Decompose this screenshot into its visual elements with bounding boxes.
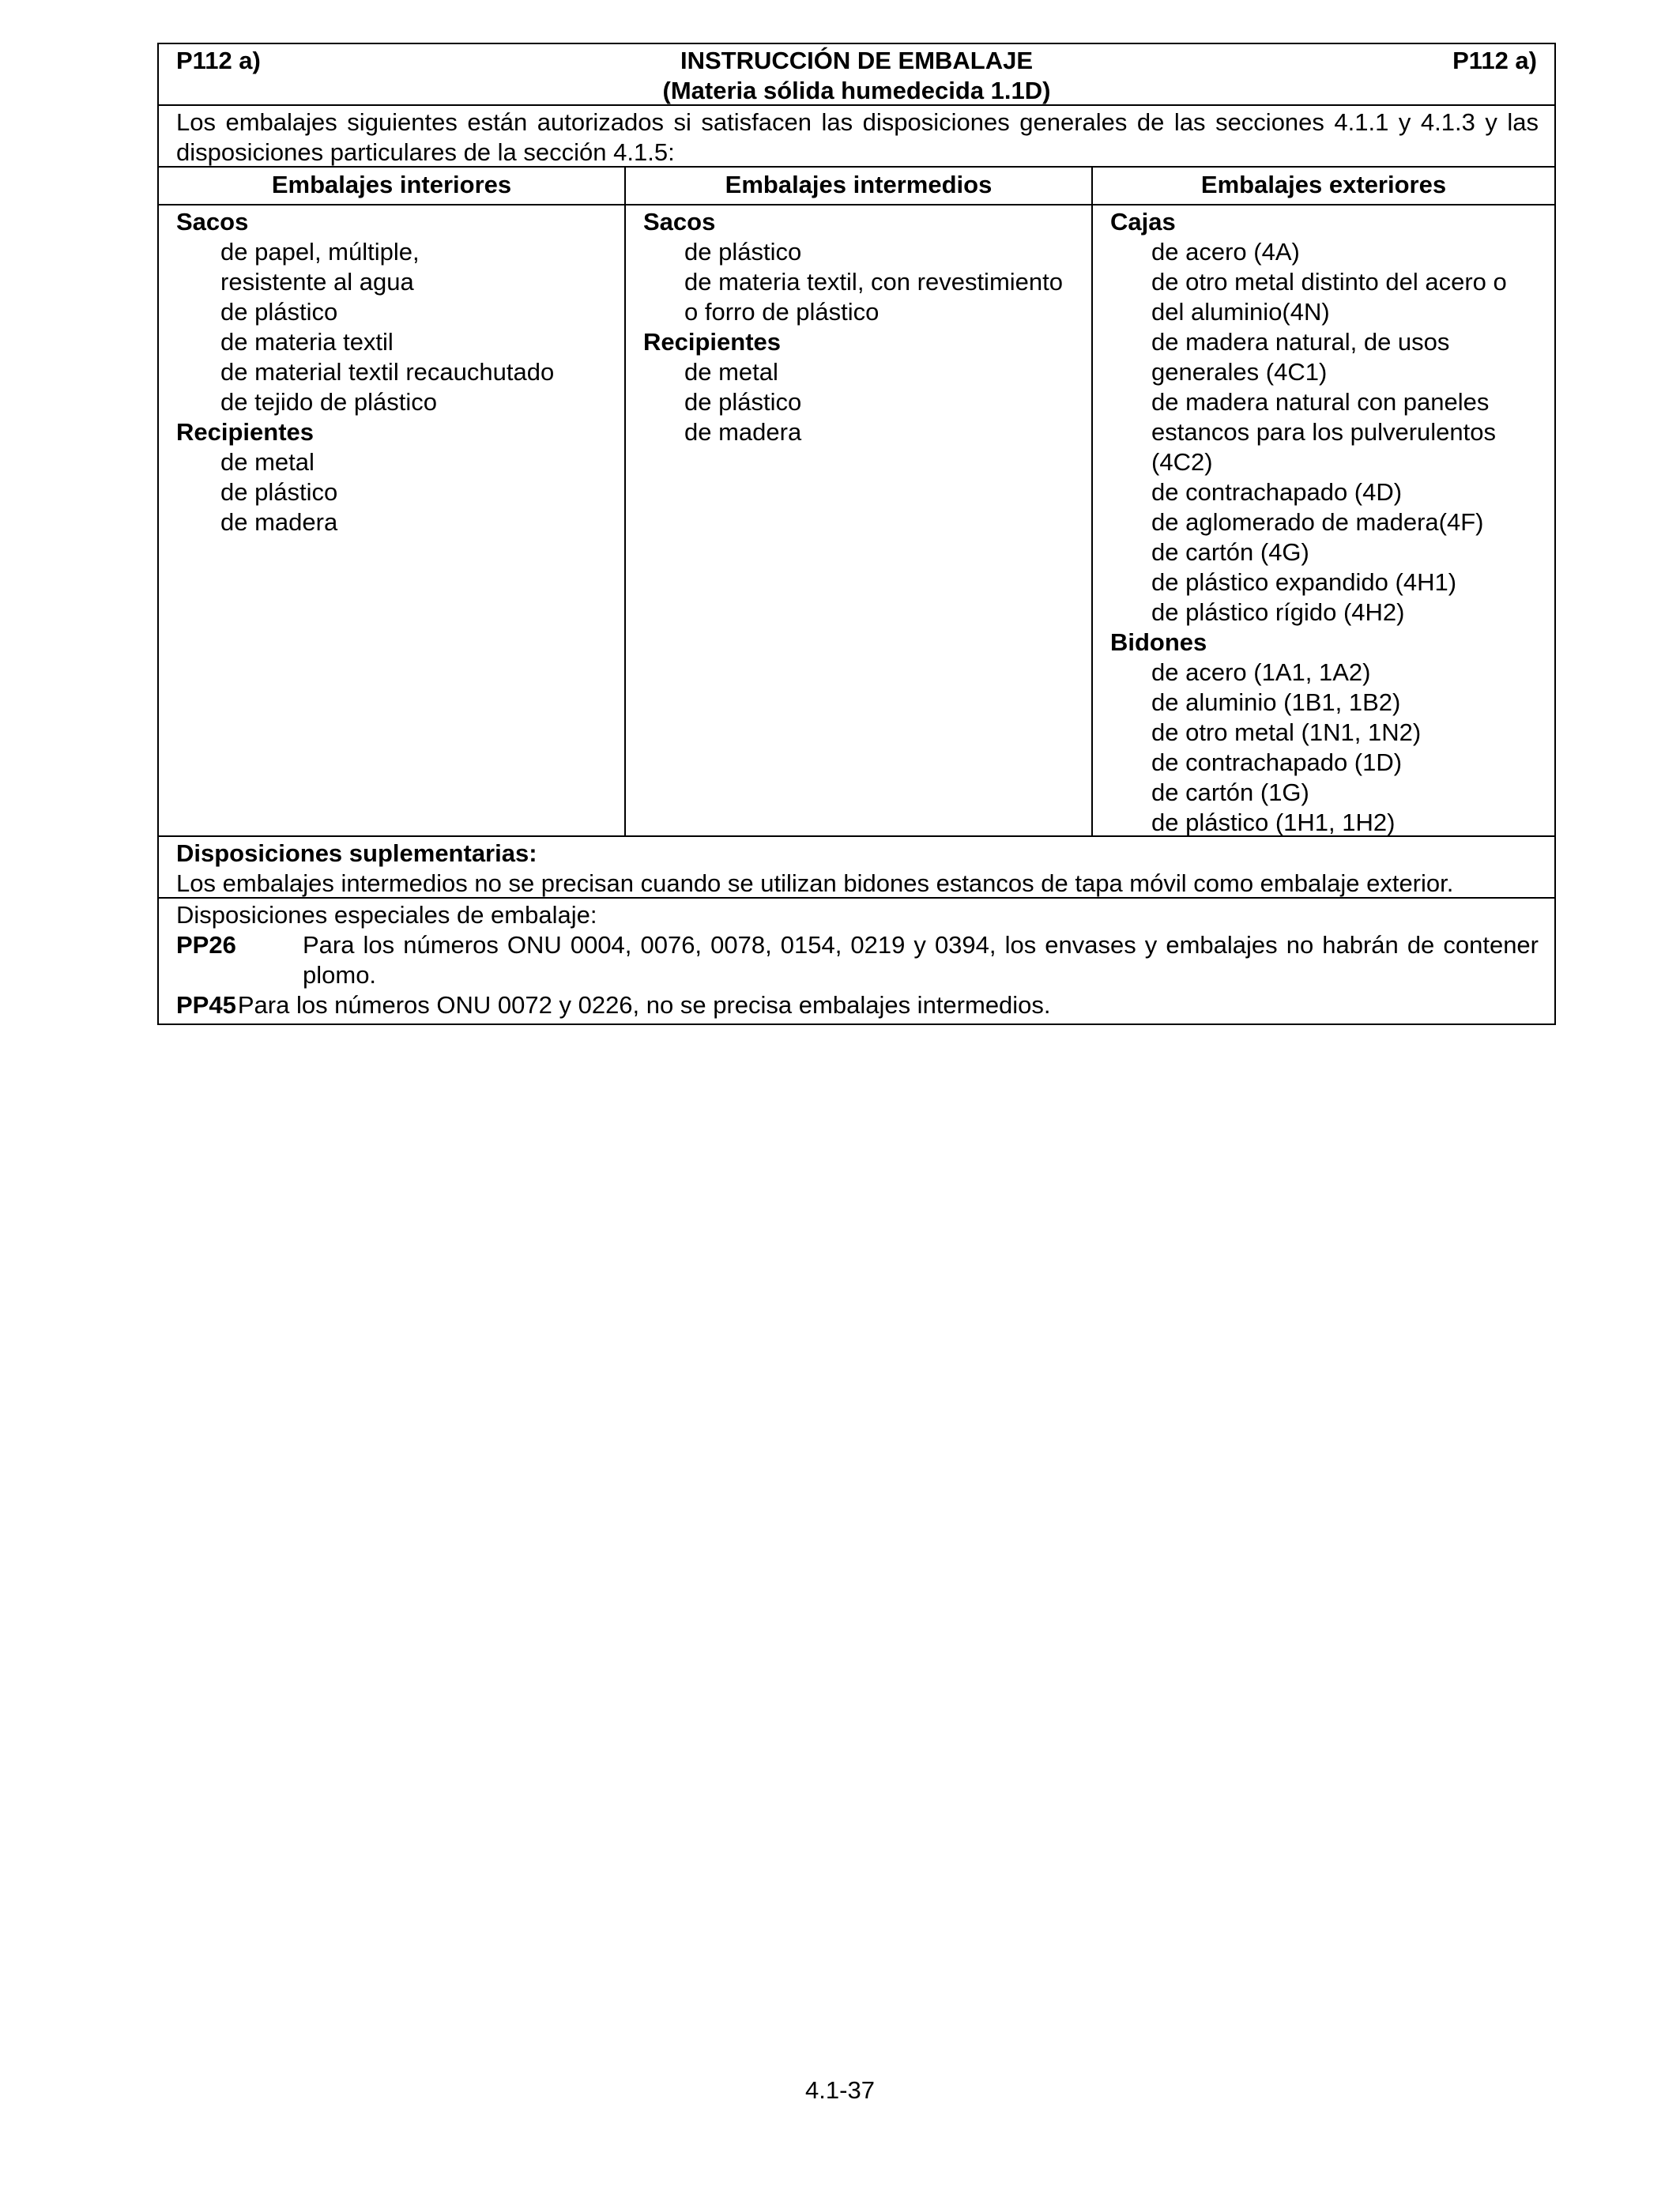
table-header: [159, 44, 1554, 106]
heading-intermediate: Embalajes intermedios: [626, 168, 1093, 204]
special-title: Disposiciones especiales de embalaje:: [176, 901, 597, 929]
group-title: Bidones: [1110, 628, 1207, 656]
provision-code: PP26: [176, 931, 236, 959]
heading-outer: Embalajes exteriores: [1200, 171, 1447, 198]
column-bodies: [159, 205, 1554, 837]
list-item: de metal: [684, 358, 778, 386]
column-headings: [159, 168, 1554, 205]
list-item: de plástico: [684, 388, 802, 416]
list-item: de materia textil: [220, 328, 394, 356]
provision-pp26: [176, 930, 1539, 990]
list-item: de material textil recauchutado: [220, 358, 555, 386]
packing-instruction-table: [157, 43, 1556, 1025]
page-number: 4.1-37: [805, 2076, 875, 2104]
list-item: de otro metal (1N1, 1N2): [1151, 718, 1422, 746]
group-title: Sacos: [176, 208, 249, 236]
provision-code: PP45: [176, 991, 236, 1019]
table-subtitle: (Materia sólida humedecida 1.1D): [662, 77, 1051, 104]
supplementary-title: Disposiciones suplementarias:: [176, 839, 537, 867]
list-item: de cartón (1G): [1151, 778, 1309, 806]
intro-text: Los embalajes siguientes están autorizados si satisfacen las disposiciones generales de las secciones 4.1.1 y 4.1.3 y las disposiciones particulares de la sección 4.1.5:: [159, 106, 1554, 168]
provision-text: Para los números ONU 0004, 0076, 0078, 0154, 0219 y 0394, los envases y embalajes no habrán de contener plomo.: [303, 931, 1539, 989]
supplementary-text: Los embalajes intermedios no se precisan cuando se utilizan bidones estancos de tapa móvil como embalaje exterior.: [176, 869, 1454, 897]
table-title: INSTRUCCIÓN DE EMBALAJE: [680, 47, 1034, 74]
list-item: de plástico rígido (4H2): [1151, 598, 1405, 626]
supplementary-provisions: [159, 837, 1554, 899]
instruction-code-left: P112 a): [176, 47, 261, 74]
intermediate-packagings: [626, 205, 1093, 835]
group-title: Sacos: [643, 208, 716, 236]
list-item: de madera natural, de usos generales (4C1): [1151, 328, 1450, 386]
group-title: Recipientes: [176, 418, 315, 446]
list-item: de contrachapado (1D): [1151, 748, 1403, 776]
list-item: de aluminio (1B1, 1B2): [1151, 688, 1401, 716]
table-title-block: [159, 46, 1554, 106]
list-item: de cartón (4G): [1151, 538, 1309, 566]
list-item: de plástico: [220, 298, 338, 326]
list-item: de papel, múltiple, resistente al agua: [220, 238, 420, 296]
special-provisions: [159, 899, 1554, 1023]
outer-packagings: [1093, 205, 1554, 835]
list-item: de madera: [684, 418, 802, 446]
list-item: de metal: [220, 448, 315, 476]
list-item: de plástico: [684, 238, 802, 266]
list-item: de plástico expandido (4H1): [1151, 568, 1457, 596]
list-item: de otro metal distinto del acero o del aluminio(4N): [1151, 268, 1507, 326]
list-item: de acero (4A): [1151, 238, 1300, 266]
list-item: de plástico (1H1, 1H2): [1151, 809, 1396, 836]
list-item: de plástico: [220, 478, 338, 506]
inner-packagings: [159, 205, 626, 835]
heading-inner: Embalajes interiores: [159, 168, 626, 204]
list-item: de acero (1A1, 1A2): [1151, 658, 1371, 686]
list-item: de aglomerado de madera(4F): [1151, 508, 1484, 536]
group-title: Recipientes: [643, 328, 782, 356]
group-title: Cajas: [1110, 208, 1176, 236]
list-item: de materia textil, con revestimiento o forro de plástico: [684, 268, 1063, 326]
provision-text: Para los números ONU 0072 y 0226, no se precisa embalajes intermedios.: [237, 991, 1051, 1019]
list-item: de contrachapado (4D): [1151, 478, 1403, 506]
provision-pp45: [176, 990, 1539, 1020]
instruction-code-right: P112 a): [1452, 47, 1537, 74]
list-item: de madera natural con paneles estancos para los pulverulentos (4C2): [1151, 388, 1496, 476]
list-item: de madera: [220, 508, 338, 536]
list-item: de tejido de plástico: [220, 388, 438, 416]
